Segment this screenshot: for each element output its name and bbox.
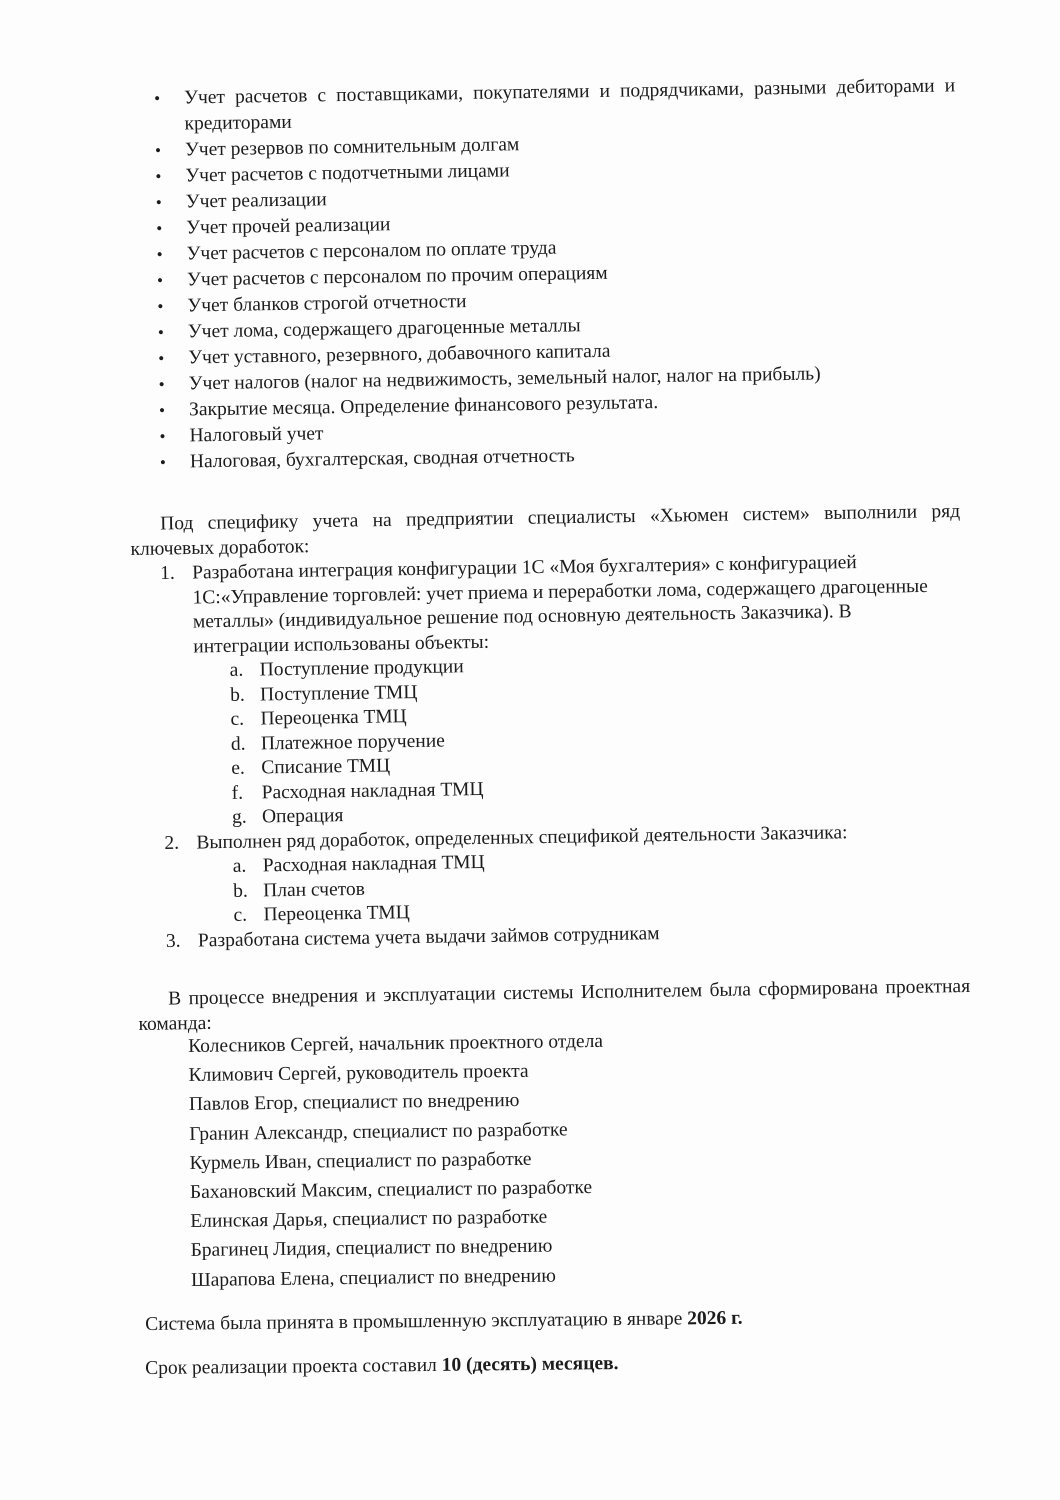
list-item-text: Учет прочей реализации: [186, 214, 391, 239]
duration-value: 10 (десять) месяцев: [441, 1353, 614, 1376]
list-item-text: Учет расчетов с поставщиками, покупателями и подрядчиками, разными дебиторами и кредиторами: [184, 75, 956, 135]
item-letter: c.: [233, 904, 248, 926]
duration-text: Срок реализации проекта составил: [145, 1354, 442, 1379]
list-item-text: Закрытие месяца. Определение финансового результата.: [188, 392, 659, 421]
customizations-numbered-list: [160, 550, 946, 954]
sub-list-item-text: Платежное поручение: [260, 730, 445, 754]
list-item-text: Учет бланков строгой отчетности: [187, 291, 467, 317]
numbered-item: [160, 550, 944, 832]
team-member: Курмель Иван, специалист по разработке: [189, 1148, 532, 1174]
numbered-item: [164, 819, 945, 929]
sub-list-item-text: План счетов: [263, 878, 366, 901]
bullet-icon: •: [156, 270, 164, 290]
commissioning-date: 2026 г.: [687, 1307, 743, 1330]
sub-list-item-text: Поступление продукции: [259, 656, 464, 681]
item-letter: b.: [229, 684, 245, 706]
list-item-text: Учет расчетов с персоналом по прочим операциям: [186, 262, 608, 291]
item-letter: e.: [231, 757, 245, 779]
item-number: 3.: [165, 930, 181, 952]
sub-list-item-text: Операция: [261, 805, 344, 828]
item-letter: f.: [231, 782, 244, 804]
bullet-icon: •: [157, 322, 164, 342]
sub-list-item-text: Переоценка ТМЦ: [260, 706, 407, 730]
sub-list-item-text: Расходная накладная ТМЦ: [261, 778, 484, 803]
bullet-icon: •: [158, 348, 165, 368]
sub-list-item-text: Переоценка ТМЦ: [263, 902, 410, 926]
commissioning-text: Система была принята в промышленную эксплуатацию в январе: [145, 1308, 688, 1335]
list-item-text: Учет лома, содержащего драгоценные металлы: [187, 315, 581, 343]
bullet-icon: •: [158, 400, 166, 420]
numbered-item-text: Разработана система учета выдачи займов сотрудникам: [197, 922, 660, 951]
project-team-list: [188, 1023, 891, 1294]
item-number: 1.: [160, 562, 175, 584]
bullet-icon: •: [155, 192, 162, 212]
item-letter: c.: [230, 708, 245, 730]
team-member: Елинская Дарья, специалист по разработке: [190, 1206, 548, 1233]
team-member: Брагинец Лидия, специалист по внедрению: [190, 1235, 553, 1262]
item-letter: g.: [231, 806, 247, 828]
bullet-icon: •: [159, 452, 167, 472]
team-member: Шарапова Елена, специалист по внедрению: [190, 1265, 556, 1291]
list-item-text: Учет расчетов с персоналом по оплате труда: [186, 237, 557, 265]
commissioning-statement: [145, 1306, 743, 1338]
list-item-text: Учет налогов (налог на недвижимость, земельный налог, налог на прибыль): [188, 363, 821, 395]
modifications-list: [197, 844, 946, 929]
duration-statement: [145, 1351, 619, 1382]
item-letter: a.: [229, 659, 244, 681]
integration-objects-list: [194, 648, 945, 831]
bullet-icon: •: [157, 296, 164, 316]
team-member: Гранин Александр, специалист по разработке: [189, 1118, 568, 1145]
bullet-icon: •: [156, 244, 163, 264]
sub-list-item-text: Списание ТМЦ: [261, 755, 391, 779]
team-intro-text: В процессе внедрения и эксплуатации системы Исполнителем была сформирована проектная команда:: [138, 975, 971, 1035]
team-member: Климович Сергей, руководитель проекта: [188, 1061, 529, 1087]
item-number: 2.: [164, 832, 180, 854]
bullet-icon: •: [154, 88, 161, 108]
bullet-icon: •: [158, 374, 165, 394]
list-item-text: Учет резервов по сомнительным долгам: [184, 134, 520, 161]
bullet-icon: •: [159, 426, 166, 446]
team-member: Колесников Сергей, начальник проектного отдела: [188, 1030, 604, 1057]
list-item-text: Учет реализации: [185, 189, 327, 213]
sub-list-item-text: Расходная накладная ТМЦ: [262, 851, 485, 877]
duration-period: .: [613, 1353, 619, 1375]
numbered-item-text: Выполнен ряд доработок, определенных спецификой деятельности Заказчика:: [196, 821, 848, 853]
sub-list-item-text: Поступление ТМЦ: [259, 681, 418, 705]
numbered-item-text: Разработана интеграция конфигурации 1С «Моя бухгалтерия» с конфигурацией 1С:«Управление торговлей: учет приема и переработки лома, содержащего драгоценные металлы» (индивидуальное решение под основную деятельность Заказчика). В интеграции использованы объекты:: [192, 552, 929, 657]
list-item-text: Налоговый учет: [189, 423, 324, 447]
accounting-features-list: [150, 73, 961, 476]
customization-intro-text: Под специфику учета на предприятии специалисты «Хьюмен систем» выполнили ряд ключевых доработок:: [130, 500, 961, 560]
item-letter: a.: [232, 855, 247, 877]
team-member: Павлов Егор, специалист по внедрению: [188, 1090, 520, 1116]
bullet-icon: •: [155, 166, 162, 186]
list-item-text: Учет уставного, резервного, добавочного капитала: [188, 340, 611, 369]
item-letter: d.: [230, 733, 246, 755]
bullet-icon: •: [156, 218, 163, 238]
bullet-icon: •: [154, 140, 162, 160]
team-member: Бахановский Максим, специалист по разработке: [189, 1177, 593, 1204]
item-letter: b.: [233, 880, 248, 902]
list-item-text: Учет расчетов с подотчетными лицами: [185, 160, 510, 187]
list-item-text: Налоговая, бухгалтерская, сводная отчетность: [189, 445, 575, 473]
